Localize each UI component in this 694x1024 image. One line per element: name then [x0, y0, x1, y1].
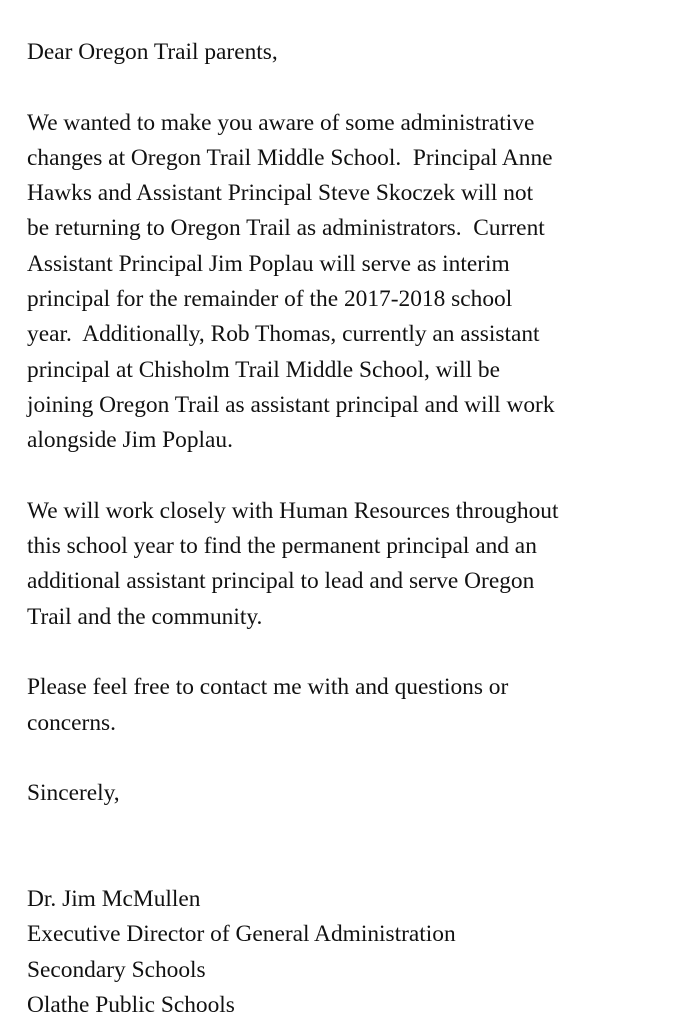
paragraph-line: We will work closely with Human Resources throughout	[27, 497, 559, 524]
signature-block	[27, 882, 677, 1023]
paragraph-line: Please feel free to contact me with and questions or	[27, 674, 509, 701]
paragraph-line: this school year to find the permanent principal and an	[27, 533, 537, 560]
paragraph-gap	[27, 459, 677, 494]
signer-title: Executive Director of General Administration	[27, 921, 456, 948]
paragraph-gap	[27, 70, 677, 105]
paragraph-line: alongside Jim Poplau.	[27, 427, 233, 454]
paragraph-line: Hawks and Assistant Principal Steve Skoczek will not	[27, 180, 534, 207]
paragraph-line: year. Additionally, Rob Thomas, currently an assistant	[27, 321, 540, 348]
signer-organization: Olathe Public Schools	[27, 992, 235, 1019]
signer-name: Dr. Jim McMullen	[27, 886, 201, 913]
paragraph-line: joining Oregon Trail as assistant principal and will work	[27, 391, 555, 418]
paragraph-hiring	[27, 494, 677, 635]
paragraph-line: Assistant Principal Jim Poplau will serve as interim	[27, 250, 510, 277]
paragraph-gap	[27, 635, 677, 670]
salutation: Dear Oregon Trail parents,	[27, 39, 278, 65]
closing: Sincerely,	[27, 780, 120, 807]
paragraph-line: concerns.	[27, 709, 116, 736]
paragraph-gap	[27, 741, 677, 776]
signature-gap	[27, 812, 677, 883]
paragraph-line: be returning to Oregon Trail as administrators. Current	[27, 215, 545, 242]
paragraph-line: principal at Chisholm Trail Middle School, will be	[27, 356, 500, 383]
paragraph-line: We wanted to make you aware of some administrative	[27, 109, 535, 136]
signer-division: Secondary Schools	[27, 956, 206, 983]
paragraph-contact	[27, 670, 677, 741]
paragraph-line: Trail and the community.	[27, 603, 263, 630]
paragraph-admin-changes	[27, 106, 677, 459]
paragraph-line: changes at Oregon Trail Middle School. Principal Anne	[27, 144, 553, 171]
paragraph-line: additional assistant principal to lead and serve Oregon	[27, 568, 535, 595]
letter-body	[27, 35, 677, 1023]
paragraph-line: principal for the remainder of the 2017-2018 school	[27, 286, 513, 313]
